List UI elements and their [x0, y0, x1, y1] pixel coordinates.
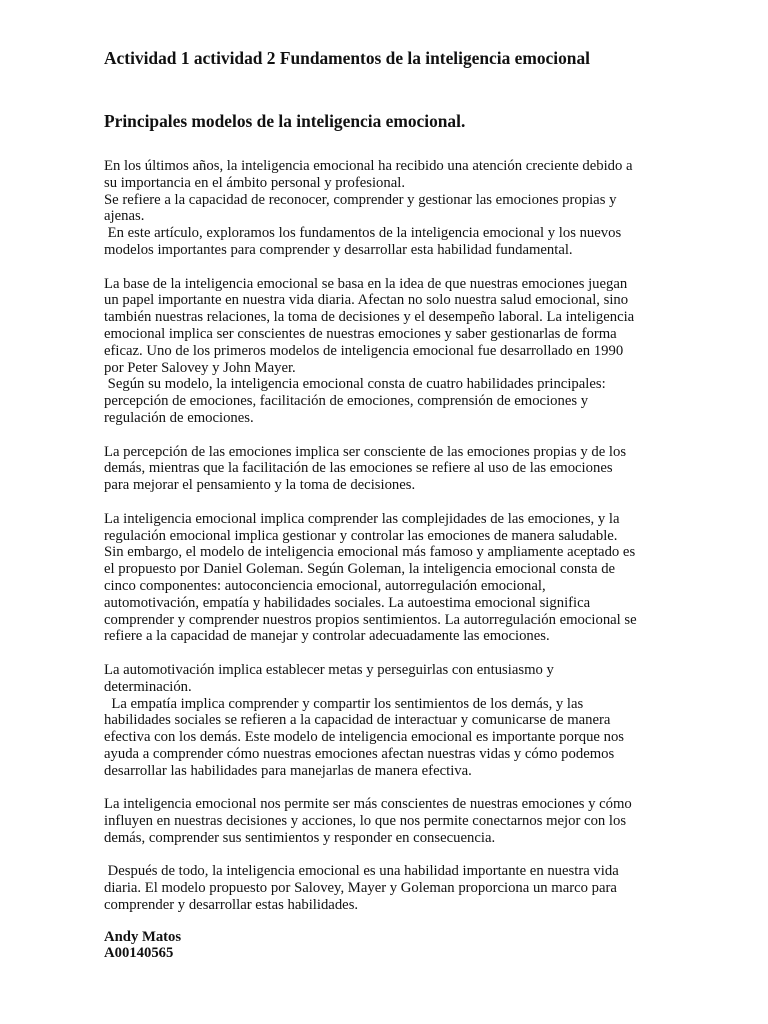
text-line: regulación emocional implica gestionar y controlar las emociones de manera saludable.: [104, 527, 618, 544]
paragraph-4: [104, 511, 664, 645]
text-line: comprender y desarrollar estas habilidades.: [104, 897, 359, 914]
paragraph-3: [104, 444, 664, 494]
text-line: influyen en nuestras decisiones y acciones, lo que nos permite conectarnos mejor con los: [104, 813, 627, 830]
text-line: La inteligencia emocional nos permite ser más conscientes de nuestras emociones y cómo: [104, 796, 632, 813]
text-line: regulación de emociones.: [104, 409, 254, 426]
text-line: el propuesto por Daniel Goleman. Según Goleman, la inteligencia emocional consta de: [104, 561, 616, 578]
text-line: modelos importantes para comprender y desarrollar esta habilidad fundamental.: [104, 241, 573, 258]
text-line: Sin embargo, el modelo de inteligencia emocional más famoso y ampliamente aceptado es: [104, 544, 636, 561]
paragraph-5: [104, 662, 664, 780]
paragraph-2: [104, 276, 664, 427]
author-signature: [104, 929, 664, 963]
text-line: demás, comprender sus sentimientos y responder en consecuencia.: [104, 829, 496, 846]
text-line: En este artículo, exploramos los fundamentos de la inteligencia emocional y los nuevos: [104, 225, 622, 242]
text-line: efectiva con los demás. Este modelo de inteligencia emocional es importante porque nos: [104, 729, 625, 746]
text-line: La automotivación implica establecer metas y perseguirlas con entusiasmo y: [104, 661, 554, 678]
text-line: demás, mientras que la facilitación de las emociones se refiere al uso de las emociones: [104, 460, 613, 477]
section-heading: Principales modelos de la inteligencia emocional.: [104, 111, 466, 131]
paragraph-1: [104, 158, 664, 259]
text-line: comprender y comprender nuestros propios sentimientos. La autorregulación emocional se: [104, 611, 637, 628]
text-line: La empatía implica comprender y compartir los sentimientos de los demás, y las: [104, 695, 584, 712]
text-line: habilidades sociales se refieren a la capacidad de interactuar y comunicarse de manera: [104, 712, 611, 729]
document-title: Actividad 1 actividad 2 Fundamentos de la inteligencia emocional: [104, 48, 590, 68]
document-body: [104, 158, 664, 914]
text-line: su importancia en el ámbito personal y profesional.: [104, 174, 406, 191]
text-line: eficaz. Uno de los primeros modelos de inteligencia emocional fue desarrollado en 1990: [104, 342, 624, 359]
text-line: Se refiere a la capacidad de reconocer, comprender y gestionar las emociones propias y: [104, 191, 617, 208]
text-line: En los últimos años, la inteligencia emocional ha recibido una atención creciente debido a: [104, 158, 633, 174]
text-line: ajenas.: [104, 208, 145, 225]
text-line: Según su modelo, la inteligencia emocional consta de cuatro habilidades principales:: [104, 376, 606, 393]
text-line: La percepción de las emociones implica ser consciente de las emociones propias y de los: [104, 443, 627, 460]
text-line: determinación.: [104, 678, 192, 695]
text-line: cinco componentes: autoconciencia emocional, autorregulación emocional,: [104, 577, 546, 594]
text-line: La inteligencia emocional implica comprender las complejidades de las emociones, y la: [104, 510, 620, 527]
text-line: ayuda a comprender cómo nuestras emociones afectan nuestras vidas y cómo podemos: [104, 745, 615, 762]
text-line: por Peter Salovey y John Mayer.: [104, 359, 296, 376]
text-line: para mejorar el pensamiento y la toma de decisiones.: [104, 477, 416, 494]
paragraph-6: [104, 796, 664, 846]
text-line: diaria. El modelo propuesto por Salovey, Mayer y Goleman proporciona un marco para: [104, 880, 617, 897]
author-id: A00140565: [104, 945, 174, 962]
text-line: emocional implica ser conscientes de nuestras emociones y saber gestionarlas de forma: [104, 325, 617, 342]
paragraph-7: [104, 863, 664, 913]
author-name: Andy Matos: [104, 928, 182, 945]
text-line: también nuestras relaciones, la toma de decisiones y el desempeño laboral. La inteligencia: [104, 309, 635, 326]
text-line: Después de todo, la inteligencia emocional es una habilidad importante en nuestra vida: [104, 863, 619, 880]
text-line: percepción de emociones, facilitación de emociones, comprensión de emociones y: [104, 393, 589, 410]
text-line: desarrollar las habilidades para manejarlas de manera efectiva.: [104, 762, 472, 779]
text-line: La base de la inteligencia emocional se basa en la idea de que nuestras emociones juegan: [104, 275, 628, 292]
document-page: [104, 46, 664, 962]
text-line: un papel importante en nuestra vida diaria. Afectan no solo nuestra salud emocional, sino: [104, 292, 629, 309]
text-line: refiere a la capacidad de manejar y controlar adecuadamente las emociones.: [104, 628, 550, 645]
text-line: automotivación, empatía y habilidades sociales. La autoestima emocional significa: [104, 594, 591, 611]
